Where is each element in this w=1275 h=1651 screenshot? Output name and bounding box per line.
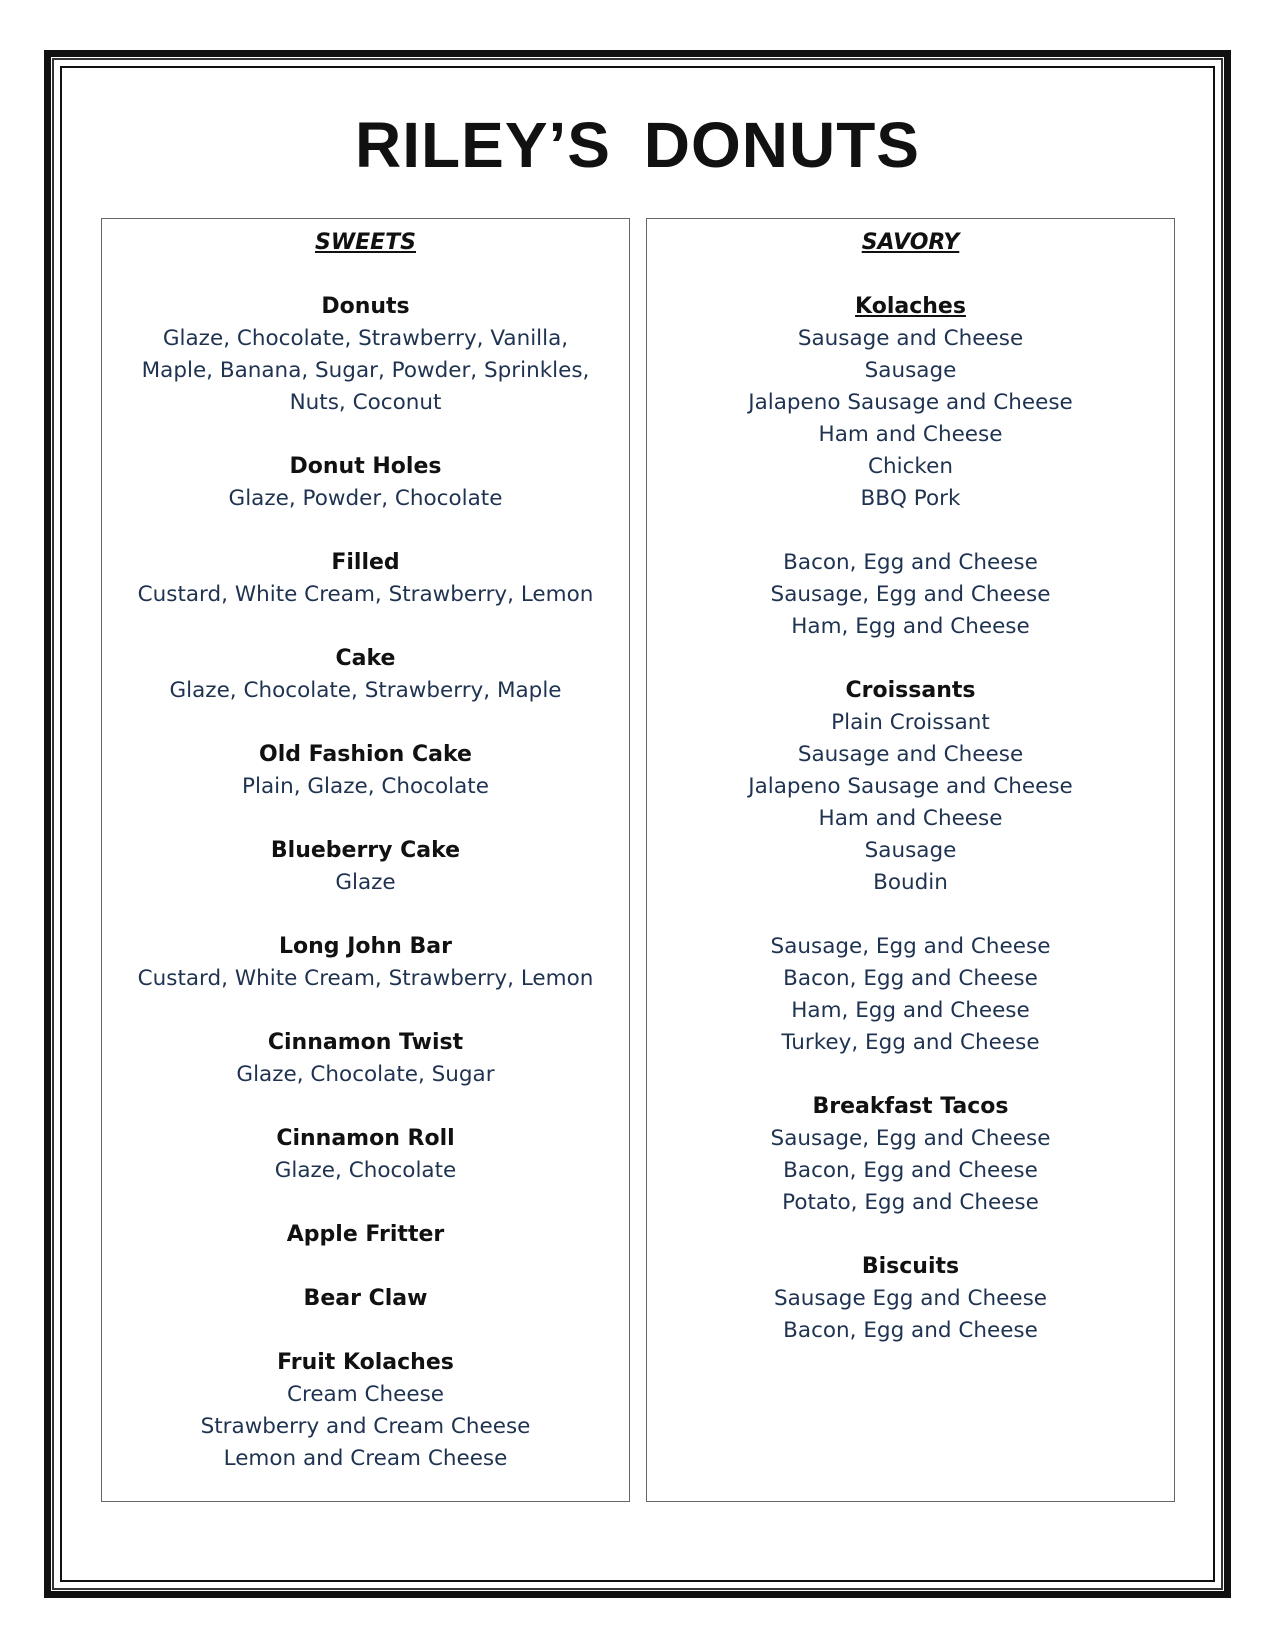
savory-menu-item: Jalapeno Sausage and Cheese — [748, 390, 1073, 415]
savory-menu-item: Bacon, Egg and Cheese — [783, 966, 1038, 991]
sweets-section-title: Fruit Kolaches — [277, 1350, 454, 1375]
sweets-section-title: Bear Claw — [303, 1286, 428, 1311]
menu-title: RILEY’S DONUTS — [355, 109, 920, 181]
savory-section — [647, 1091, 1174, 1219]
savory-menu-item: Potato, Egg and Cheese — [782, 1190, 1039, 1215]
savory-section-list — [647, 291, 1174, 1347]
sweets-section-title: Donut Holes — [289, 454, 442, 479]
savory-menu-item: Boudin — [873, 870, 948, 895]
sweets-column — [101, 218, 630, 1502]
sweets-menu-item: Glaze, Chocolate — [274, 1158, 457, 1183]
savory-menu-item: Jalapeno Sausage and Cheese — [748, 774, 1073, 799]
sweets-menu-item: Plain, Glaze, Chocolate — [242, 774, 489, 799]
savory-menu-item: Ham, Egg and Cheese — [791, 614, 1030, 639]
sweets-section — [102, 835, 629, 899]
savory-section-title: Croissants — [845, 678, 976, 703]
savory-menu-item: Bacon, Egg and Cheese — [783, 1158, 1038, 1183]
sweets-menu-item: Custard, White Cream, Strawberry, Lemon — [137, 582, 594, 607]
sweets-section-title: Cinnamon Roll — [276, 1126, 455, 1151]
sweets-menu-item: Glaze, Chocolate, Strawberry, Vanilla, — [162, 326, 569, 351]
sweets-section — [102, 1219, 629, 1251]
sweets-menu-item: Custard, White Cream, Strawberry, Lemon — [137, 966, 594, 991]
savory-menu-item: BBQ Pork — [860, 486, 961, 511]
sweets-heading: SWEETS — [314, 230, 417, 255]
sweets-section-title: Cake — [335, 646, 396, 671]
sweets-section-title: Blueberry Cake — [270, 838, 461, 863]
sweets-section — [102, 547, 629, 611]
sweets-section — [102, 931, 629, 995]
sweets-section-title: Old Fashion Cake — [259, 742, 472, 767]
savory-section — [647, 291, 1174, 515]
sweets-menu-item: Maple, Banana, Sugar, Powder, Sprinkles, — [141, 358, 590, 383]
sweets-menu-item: Cream Cheese — [286, 1382, 445, 1407]
savory-section — [647, 547, 1174, 643]
savory-menu-item: Bacon, Egg and Cheese — [783, 550, 1038, 575]
savory-section — [647, 1251, 1174, 1347]
sweets-menu-item: Strawberry and Cream Cheese — [200, 1414, 531, 1439]
sweets-section — [102, 1283, 629, 1315]
sweets-section-title: Filled — [331, 550, 400, 575]
sweets-menu-item: Glaze, Chocolate, Sugar — [236, 1062, 495, 1087]
savory-menu-item: Plain Croissant — [831, 710, 990, 735]
sweets-section — [102, 739, 629, 803]
savory-menu-item: Turkey, Egg and Cheese — [781, 1030, 1040, 1055]
savory-menu-item: Sausage, Egg and Cheese — [770, 934, 1051, 959]
savory-menu-item: Sausage, Egg and Cheese — [770, 1126, 1051, 1151]
sweets-section-title: Apple Fritter — [286, 1222, 445, 1247]
sweets-menu-item: Nuts, Coconut — [289, 390, 442, 415]
savory-menu-item: Sausage, Egg and Cheese — [770, 582, 1051, 607]
savory-section-title: Kolaches — [855, 294, 966, 319]
savory-section — [647, 931, 1174, 1059]
sweets-section — [102, 1027, 629, 1091]
savory-menu-item: Sausage — [864, 838, 957, 863]
savory-menu-item: Ham, Egg and Cheese — [791, 998, 1030, 1023]
sweets-menu-item: Glaze, Chocolate, Strawberry, Maple — [169, 678, 562, 703]
savory-menu-item: Sausage and Cheese — [797, 742, 1024, 767]
sweets-section — [102, 451, 629, 515]
sweets-section-title: Donuts — [321, 294, 410, 319]
sweets-menu-item: Lemon and Cream Cheese — [223, 1446, 508, 1471]
sweets-menu-item: Glaze, Powder, Chocolate — [228, 486, 503, 511]
sweets-section — [102, 643, 629, 707]
savory-menu-item: Ham and Cheese — [818, 422, 1003, 447]
savory-section — [647, 675, 1174, 899]
savory-section-title: Biscuits — [861, 1254, 960, 1279]
sweets-section-title: Long John Bar — [279, 934, 452, 959]
savory-heading: SAVORY — [861, 230, 960, 255]
sweets-section — [102, 291, 629, 419]
sweets-section-title: Cinnamon Twist — [267, 1030, 464, 1055]
savory-menu-item: Sausage and Cheese — [797, 326, 1024, 351]
sweets-section — [102, 1347, 629, 1475]
savory-menu-item: Bacon, Egg and Cheese — [783, 1318, 1038, 1343]
savory-section-title: Breakfast Tacos — [812, 1094, 1009, 1119]
sweets-menu-item: Glaze — [335, 870, 396, 895]
savory-menu-item: Sausage Egg and Cheese — [773, 1286, 1048, 1311]
sweets-section-list — [102, 291, 629, 1475]
sweets-section — [102, 1123, 629, 1187]
savory-column — [646, 218, 1175, 1502]
savory-menu-item: Ham and Cheese — [818, 806, 1003, 831]
savory-menu-item: Chicken — [868, 454, 953, 479]
savory-menu-item: Sausage — [864, 358, 957, 383]
